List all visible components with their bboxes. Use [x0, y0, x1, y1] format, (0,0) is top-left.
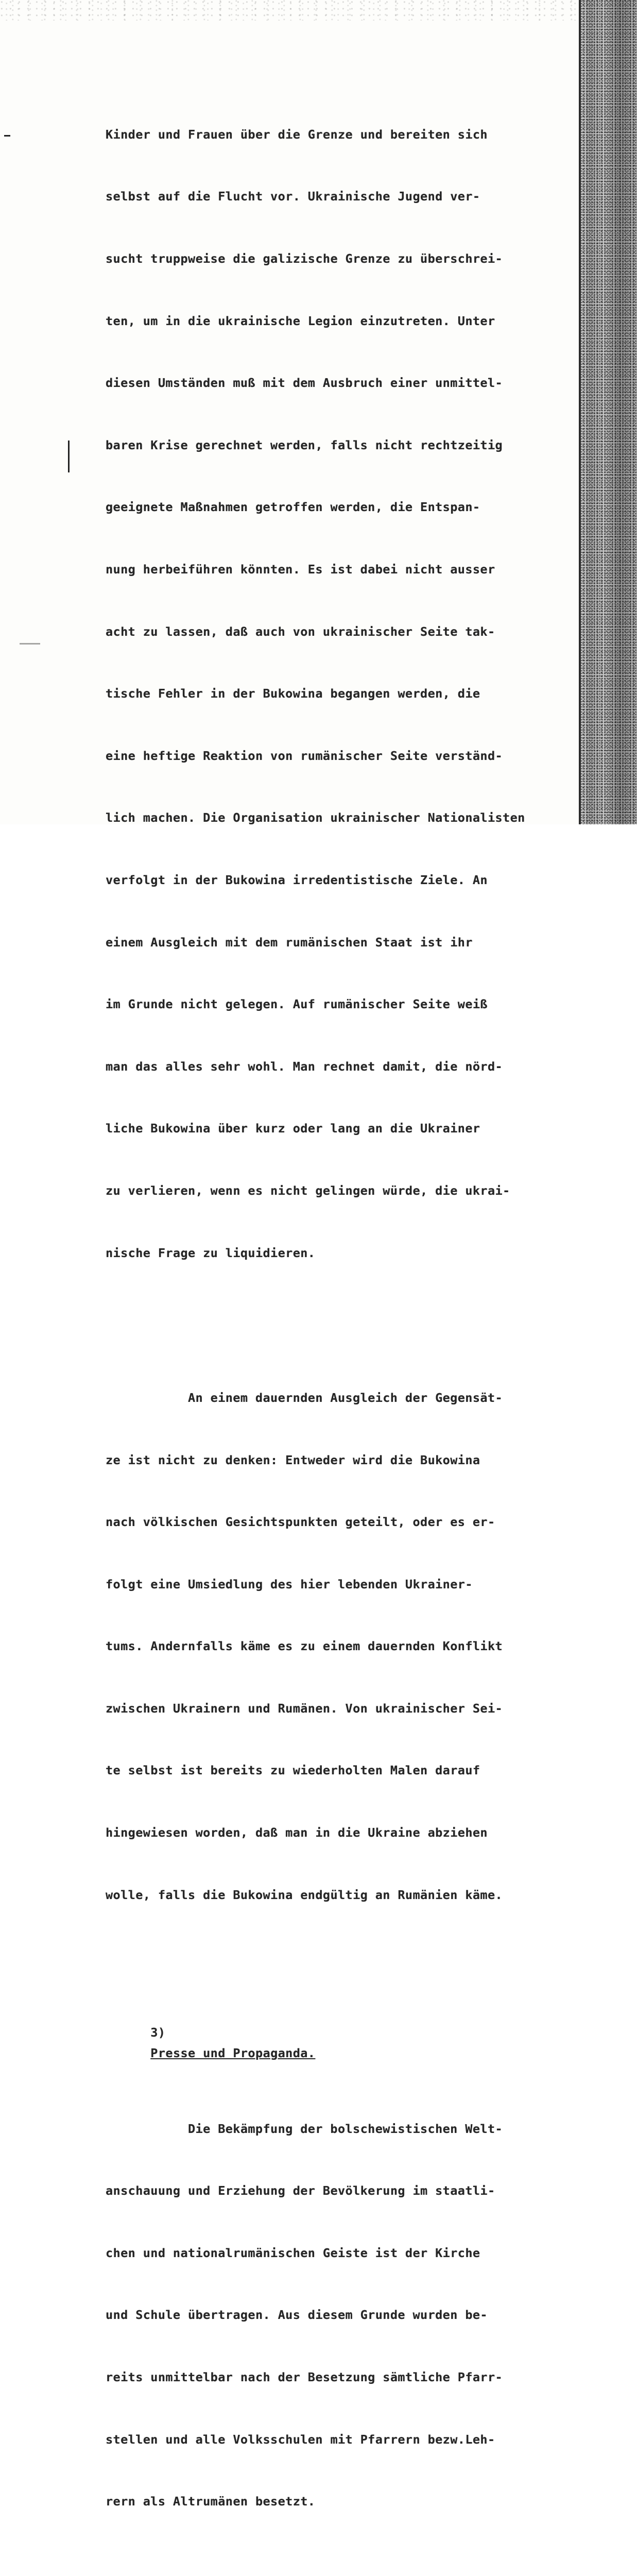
paragraph-2 [106, 1346, 559, 1947]
text-line: reits unmittelbar nach der Besetzung sämtliche Pfarr- [106, 2370, 503, 2385]
text-line: folgt eine Umsiedlung des hier lebenden Ukrainer- [106, 1577, 473, 1591]
section-heading [106, 2002, 559, 2061]
text-line: selbst auf die Flucht vor. Ukrainische Jugend ver- [106, 189, 480, 204]
text-line: liche Bukowina über kurz oder lang an die Ukrainer [106, 1121, 480, 1136]
section-number: 3) [150, 2025, 166, 2040]
text-line: An einem dauernden Ausgleich der Gegensät- [188, 1390, 503, 1405]
text-line: eine heftige Reaktion von rumänischer Seite verständ- [106, 748, 503, 763]
text-line: man das alles sehr wohl. Man rechnet damit, die nörd- [106, 1059, 503, 1074]
text-line: sucht truppweise die galizische Grenze zu überschrei- [106, 251, 503, 266]
text-line: tische Fehler in der Bukowina begangen werden, die [106, 686, 480, 701]
text-line: zu verlieren, wenn es nicht gelingen würde, die ukrai- [106, 1183, 510, 1198]
paragraph-3 [106, 2077, 559, 2553]
text-line: tums. Andernfalls käme es zu einem dauernden Konflikt [106, 1639, 503, 1654]
section-title: Presse und Propaganda. [150, 2046, 316, 2061]
text-line: nische Frage zu liquidieren. [106, 1245, 316, 1260]
text-line: diesen Umständen muß mit dem Ausbruch einer unmittel- [106, 376, 503, 391]
text-line: anschauung und Erziehung der Bevölkerung im staatli- [106, 2183, 495, 2198]
text-line: chen und nationalrumänischen Geiste ist der Kirche [106, 2245, 480, 2260]
text-line: im Grunde nicht gelegen. Auf rumänischer Seite weiß [106, 997, 488, 1012]
text-line: nung herbeiführen könnten. Es ist dabei nicht ausser [106, 562, 495, 577]
text-line: Die Bekämpfung der bolschewistischen Welt- [188, 2121, 503, 2136]
text-line: ten, um in die ukrainische Legion einzutreten. Unter [106, 313, 495, 328]
text-line: zwischen Ukrainern und Rumänen. Von ukrainischer Sei- [106, 1701, 503, 1716]
typewritten-text [106, 41, 559, 2576]
text-line: und Schule übertragen. Aus diesem Grunde wurden be- [106, 2308, 488, 2323]
text-line: rern als Altrumänen besetzt. [106, 2494, 316, 2509]
text-line: verfolgt in der Bukowina irredentistische Ziele. An [106, 872, 488, 887]
text-line: einem Ausgleich mit dem rumänischen Staat ist ihr [106, 935, 473, 950]
text-line: ze ist nicht zu denken: Entweder wird die Bukowina [106, 1452, 480, 1467]
text-line: te selbst ist bereits zu wiederholten Malen darauf [106, 1763, 480, 1778]
margin-mark-2 [4, 135, 10, 137]
text-line: Kinder und Frauen über die Grenze und bereiten sich [106, 127, 488, 142]
text-line: nach völkischen Gesichtspunkten geteilt, oder es er- [106, 1515, 495, 1530]
text-line: wolle, falls die Bukowina endgültig an Rumänien käme. [106, 1887, 503, 1902]
text-line: lich machen. Die Organisation ukrainischer Nationalisten [106, 810, 525, 825]
text-line: acht zu lassen, daß auch von ukrainischer Seite tak- [106, 624, 495, 639]
text-line: baren Krise gerechnet werden, falls nicht rechtzeitig [106, 437, 503, 452]
photocopy-dark-edge [581, 0, 637, 824]
margin-mark-3 [20, 643, 40, 645]
paragraph-1 [106, 82, 559, 1304]
text-line: hingewiesen worden, daß man in die Ukraine abziehen [106, 1825, 488, 1840]
text-line: stellen und alle Volksschulen mit Pfarrern bezw.Leh- [106, 2432, 495, 2447]
margin-mark-1 [68, 440, 70, 472]
photocopy-noise [0, 0, 577, 21]
text-line: geeignete Maßnahmen getroffen werden, die Entspan- [106, 500, 480, 515]
